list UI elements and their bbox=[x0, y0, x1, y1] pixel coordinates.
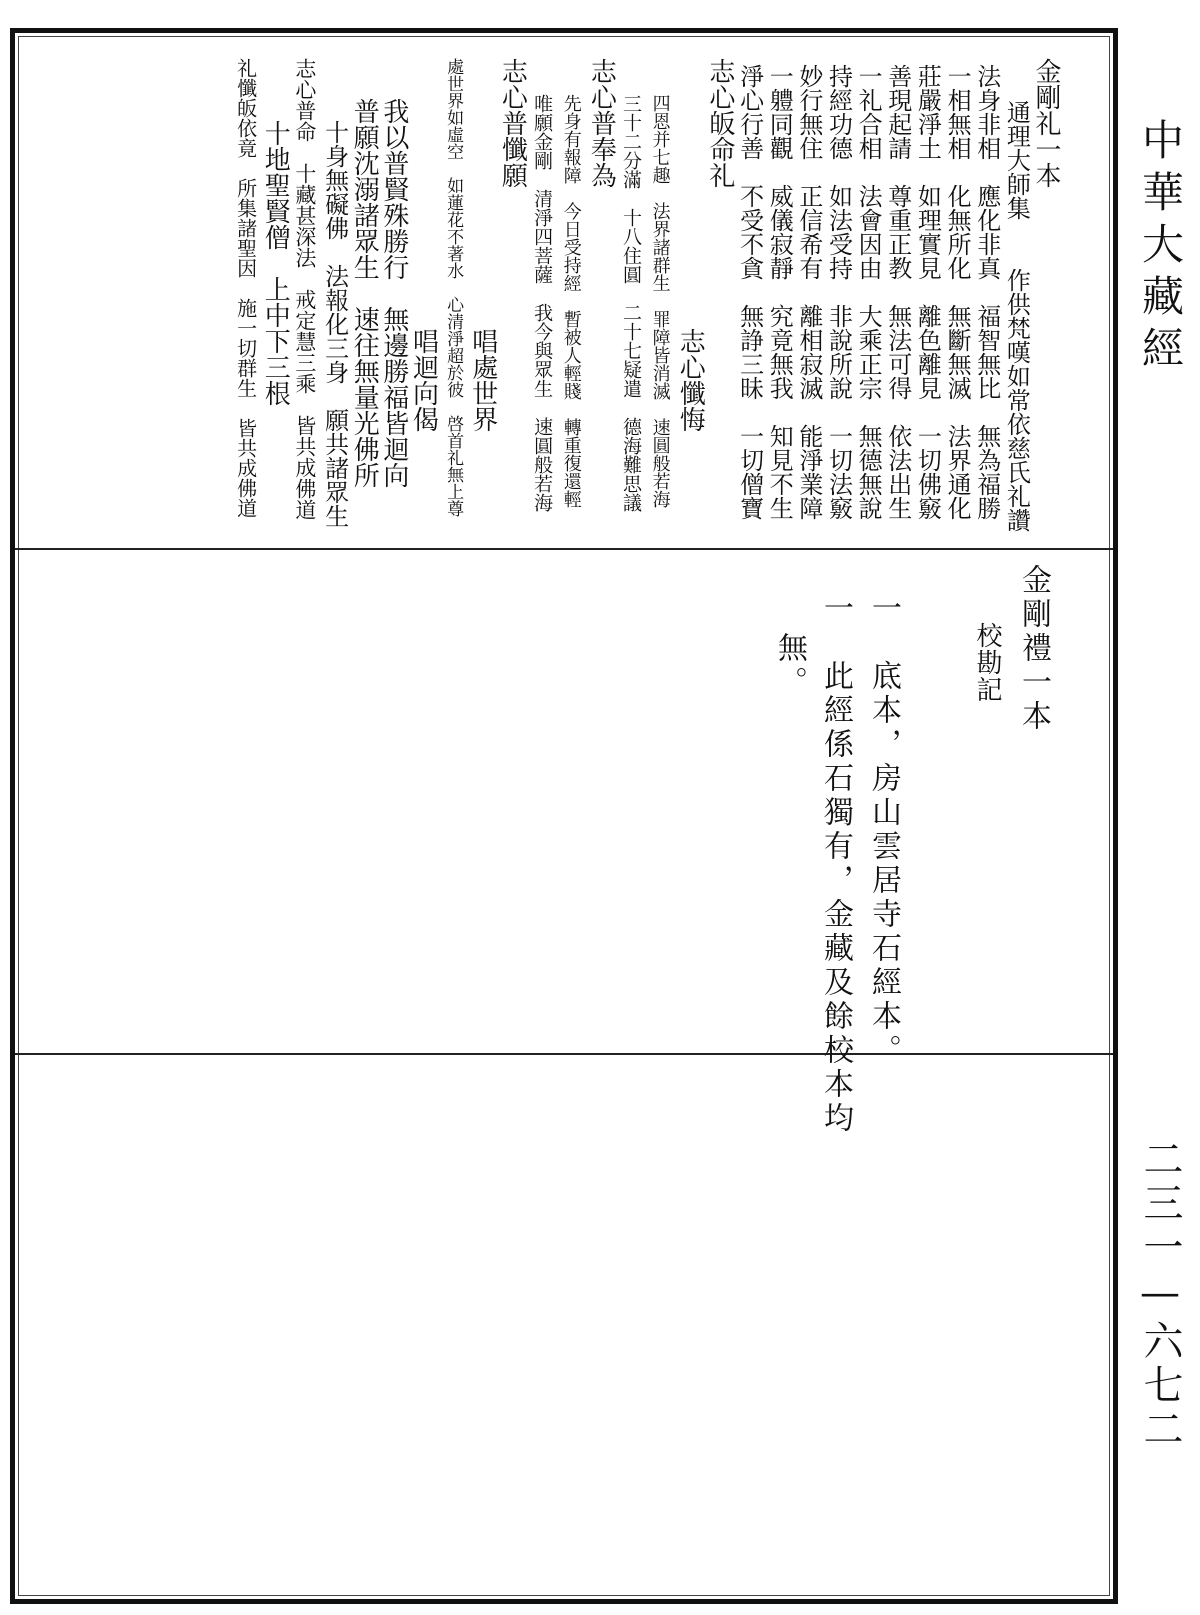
text-column: 淨心行善 不受不貪 無諍三昧 一切僧寶 bbox=[735, 64, 764, 520]
text-column: 一礼合相 法會因由 大乘正宗 無德無說 bbox=[854, 64, 883, 520]
text-column: 志心普懺願 bbox=[497, 58, 528, 188]
collation-subtitle: 校勘記 bbox=[972, 622, 1002, 703]
text-column: 莊嚴淨土 如理實見 離色離見 一切佛竅 bbox=[913, 64, 942, 520]
text-column: 十地聖賢僧 上中下三根 bbox=[260, 120, 291, 406]
text-column: 先身有報障 今日受持經 暫被人輕賤 轉重復還輕 bbox=[560, 94, 582, 508]
text-column: 十身無礙佛 法報化三身 願共諸眾生 bbox=[320, 120, 349, 528]
collation-note-2: 一 此經係石獨有，金藏及餘校本均 bbox=[818, 592, 853, 1136]
text-column: 志心懺悔 bbox=[675, 328, 706, 432]
text-column: 三十二分滿 十八住圓 二十七疑遣 德海難思議 bbox=[619, 94, 642, 512]
text-column: 四恩并七趣 法界諸群生 罪障皆消滅 速圓般若海 bbox=[649, 94, 671, 508]
text-column: 金剛礼一本 bbox=[1030, 58, 1061, 188]
text-column: 普願沈溺諸眾生 速往無量光佛所 bbox=[349, 98, 380, 488]
text-column: 唱處世界 bbox=[467, 328, 498, 432]
collation-notes-panel bbox=[760, 560, 1060, 1136]
text-column: 志心皈命礼 bbox=[704, 58, 735, 188]
collation-title: 金剛禮一本 bbox=[1016, 564, 1051, 734]
text-column: 一相無相 化無所化 無斷無滅 法界通化 bbox=[943, 64, 972, 520]
margin-page-number: 二三一—六七二 bbox=[1137, 1138, 1183, 1452]
liturgy-text-panel bbox=[230, 58, 1060, 563]
text-column: 我以普賢殊勝行 無邊勝福皆迴向 bbox=[378, 98, 409, 488]
text-column: 持經功德 如法受持 非說所說 一切法竅 bbox=[824, 64, 853, 520]
text-column: 法身非相 應化非真 福智無比 無為福勝 bbox=[972, 64, 1001, 520]
text-column: 志心普命 十藏甚深法 戒定慧三乘 皆共成佛道 bbox=[292, 58, 317, 520]
text-column: 處世界如虛空 如蓮花不著水 心清淨超於彼 啓首礼無上尊 bbox=[443, 58, 464, 517]
text-column: 妙行無住 正信希有 離相寂滅 能淨業障 bbox=[794, 64, 823, 520]
text-column: 唱迴向偈 bbox=[408, 328, 439, 432]
text-column: 善現起請 尊重正教 無法可得 依法出生 bbox=[883, 64, 912, 520]
text-column: 通理大師集 作供梵嘆如常依慈氏礼讚 bbox=[1002, 100, 1031, 532]
margin-collection-title: 中華大藏經 bbox=[1136, 118, 1185, 378]
collation-note-1: 一 底本，房山雲居寺石經本。 bbox=[866, 592, 901, 1068]
text-column: 礼懺皈依竟 所集諸聖因 施一切群生 皆共成佛道 bbox=[233, 58, 258, 518]
text-column: 志心普奉為 bbox=[586, 58, 617, 188]
text-column: 唯願金剛 清淨四菩薩 我今與眾生 速圓般若海 bbox=[531, 94, 554, 512]
section-divider-bottom bbox=[15, 1053, 1113, 1055]
collation-note-2-cont: 無。 bbox=[772, 632, 807, 700]
text-column: 一軆同觀 威儀寂靜 究竟無我 知見不生 bbox=[765, 64, 794, 520]
